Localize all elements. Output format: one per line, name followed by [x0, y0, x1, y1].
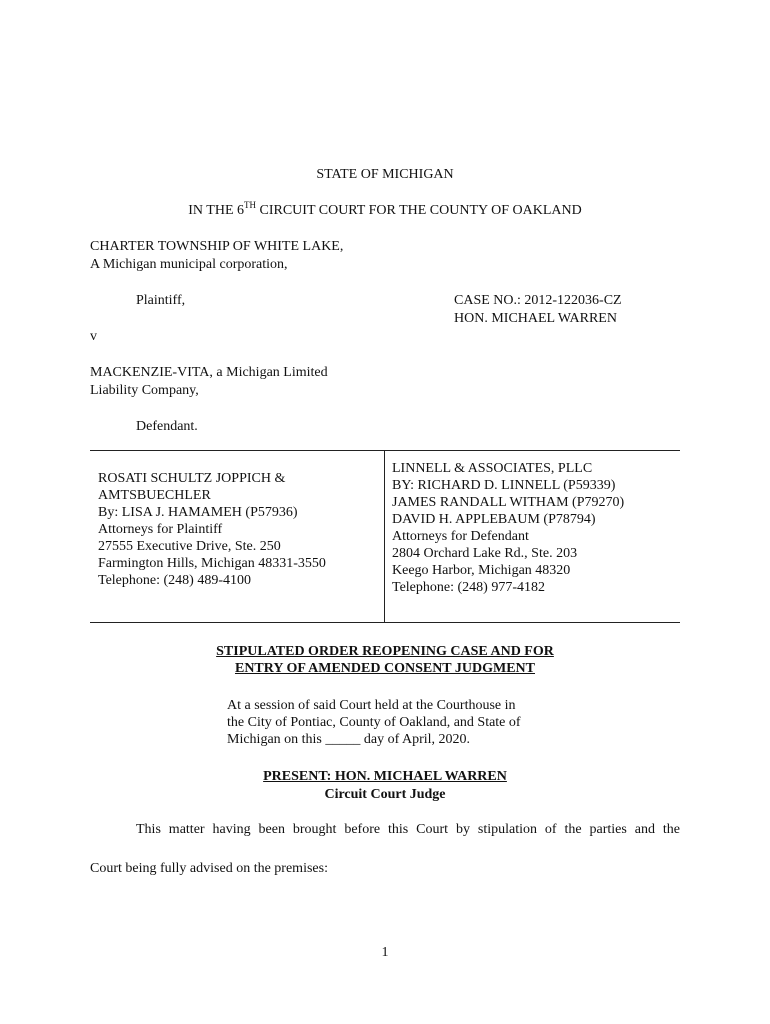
defendant-name-line2: Liability Company, [90, 383, 199, 398]
versus-marker: v [90, 329, 97, 344]
counsel-divider [384, 450, 385, 622]
plaintiff-counsel-line: 27555 Executive Drive, Ste. 250 [98, 539, 281, 554]
session-block [227, 697, 521, 748]
defendant-counsel-line: LINNELL & ASSOCIATES, PLLC [392, 461, 593, 476]
court-prefix: IN THE 6 [188, 203, 244, 218]
present-line: PRESENT: HON. MICHAEL WARREN [263, 769, 507, 784]
order-title-line1: STIPULATED ORDER REOPENING CASE AND FOR [216, 644, 554, 659]
counsel-bottom-rule [90, 622, 680, 623]
defendant-counsel-line: 2804 Orchard Lake Rd., Ste. 203 [392, 546, 578, 561]
session-line: Michigan on this _____ day of April, 2020. [227, 732, 471, 747]
defendant-counsel-line: Keego Harbor, Michigan 48320 [392, 563, 571, 578]
defendant-counsel-block [392, 460, 624, 596]
defendant-counsel-line: Telephone: (248) 977-4182 [392, 580, 545, 595]
body-paragraph-line2: Court being fully advised on the premises: [90, 861, 328, 876]
plaintiff-description: A Michigan municipal corporation, [90, 257, 288, 272]
state-heading: STATE OF MICHIGAN [316, 167, 454, 182]
plaintiff-name: CHARTER TOWNSHIP OF WHITE LAKE, [90, 239, 344, 254]
plaintiff-counsel-line: Farmington Hills, Michigan 48331-3550 [98, 556, 326, 571]
court-ordinal-suffix: TH [244, 200, 256, 210]
plaintiff-counsel-line: Attorneys for Plaintiff [98, 522, 223, 537]
session-line: the City of Pontiac, County of Oakland, and State of [227, 715, 521, 730]
defendant-counsel-line: Attorneys for Defendant [392, 529, 529, 544]
court-suffix: CIRCUIT COURT FOR THE COUNTY OF OAKLAND [256, 203, 582, 218]
defendant-role: Defendant. [136, 419, 198, 434]
case-number: CASE NO.: 2012-122036-CZ [454, 293, 622, 308]
court-heading [0, 202, 770, 219]
plaintiff-counsel-line: ROSATI SCHULTZ JOPPICH & [98, 471, 286, 486]
page-number: 1 [381, 945, 389, 960]
plaintiff-counsel-line: AMTSBUECHLER [98, 488, 211, 503]
defendant-counsel-line: DAVID H. APPLEBAUM (P78794) [392, 512, 596, 527]
counsel-top-rule [90, 450, 680, 451]
judge-title: Circuit Court Judge [324, 787, 446, 802]
plaintiff-counsel-line: Telephone: (248) 489-4100 [98, 573, 251, 588]
plaintiff-counsel-line: By: LISA J. HAMAMEH (P57936) [98, 505, 298, 520]
defendant-counsel-line: BY: RICHARD D. LINNELL (P59339) [392, 478, 616, 493]
session-line: At a session of said Court held at the Courthouse in [227, 698, 516, 713]
defendant-name-line1: MACKENZIE-VITA, a Michigan Limited [90, 365, 328, 380]
plaintiff-counsel-block [98, 470, 326, 589]
body-paragraph-line1: This matter having been brought before this Court by stipulation of the parties and the [136, 822, 680, 837]
assigned-judge: HON. MICHAEL WARREN [454, 311, 617, 326]
order-title-line2: ENTRY OF AMENDED CONSENT JUDGMENT [234, 661, 535, 676]
plaintiff-role: Plaintiff, [136, 293, 186, 308]
defendant-counsel-line: JAMES RANDALL WITHAM (P79270) [392, 495, 625, 510]
